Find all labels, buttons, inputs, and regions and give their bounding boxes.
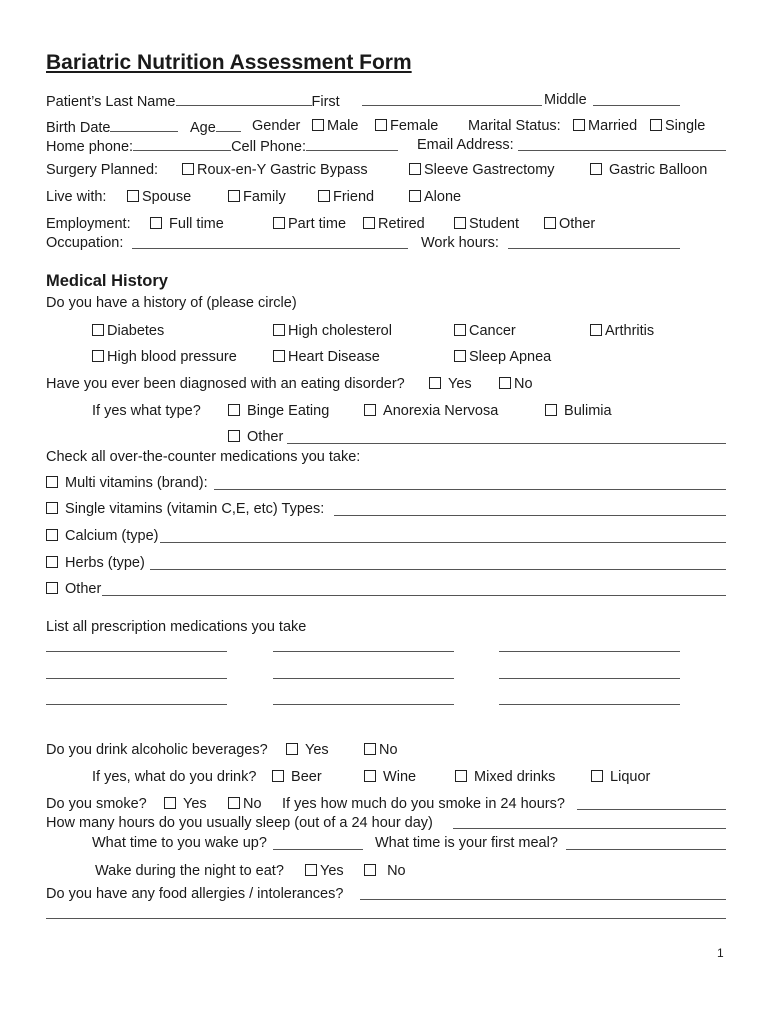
checkbox-icon — [92, 350, 104, 362]
first-meal-label: What time is your first meal? — [375, 835, 558, 851]
age-field[interactable] — [216, 118, 241, 132]
marital-single-checkbox[interactable]: Single — [650, 118, 705, 135]
eating-disorder-yes-checkbox[interactable]: Yes — [429, 376, 472, 393]
checkbox-icon — [164, 797, 176, 809]
checkbox-icon — [573, 119, 585, 131]
checkbox-icon — [46, 556, 58, 568]
middle-name-field[interactable] — [593, 105, 680, 106]
alcohol-question: Do you drink alcoholic beverages? — [46, 742, 268, 758]
alcohol-wine-checkbox[interactable]: Wine — [364, 769, 416, 786]
work-hours-label: Work hours: — [421, 235, 499, 251]
smoke-amount-field[interactable] — [577, 809, 726, 810]
checkbox-icon — [46, 476, 58, 488]
checkbox-icon — [272, 770, 284, 782]
checkbox-icon — [375, 119, 387, 131]
first-name-label: First — [311, 94, 340, 110]
smoke-question: Do you smoke? — [46, 796, 147, 812]
last-name-field[interactable] — [176, 92, 312, 106]
first-name-field[interactable] — [362, 105, 542, 106]
alcohol-liquor-checkbox[interactable]: Liquor — [591, 769, 650, 786]
checkbox-icon — [92, 324, 104, 336]
surgery-balloon-checkbox[interactable]: Gastric Balloon — [590, 162, 707, 179]
checkbox-icon — [364, 743, 376, 755]
alcohol-beer-checkbox[interactable]: Beer — [272, 769, 322, 786]
checkbox-icon — [591, 770, 603, 782]
checkbox-icon — [409, 190, 421, 202]
checkbox-icon — [650, 119, 662, 131]
allergies-question: Do you have any food allergies / intolerances? — [46, 886, 344, 902]
checkbox-icon — [364, 404, 376, 416]
checkbox-icon — [46, 529, 58, 541]
surgery-label: Surgery Planned: — [46, 162, 159, 178]
checkbox-icon — [455, 770, 467, 782]
surgery-roux-checkbox[interactable]: Roux-en-Y Gastric Bypass — [182, 162, 368, 179]
checkbox-icon — [228, 430, 240, 442]
live-family-checkbox[interactable]: Family — [228, 189, 286, 206]
alcohol-type-label: If yes, what do you drink? — [92, 769, 257, 785]
checkbox-icon — [228, 797, 240, 809]
night-eat-no-checkbox[interactable]: No — [364, 863, 406, 880]
cell-phone-label: Cell Phone: — [231, 139, 307, 155]
checkbox-icon — [364, 864, 376, 876]
prescription-line[interactable] — [46, 704, 227, 705]
employment-fulltime-checkbox[interactable]: Full time — [150, 216, 224, 233]
occupation-label: Occupation: — [46, 235, 124, 251]
form-title: Bariatric Nutrition Assessment Form — [46, 51, 412, 74]
checkbox-icon — [305, 864, 317, 876]
email-field[interactable] — [518, 150, 726, 151]
live-spouse-checkbox[interactable]: Spouse — [127, 189, 191, 206]
cell-phone-field[interactable] — [306, 137, 398, 151]
live-alone-checkbox[interactable]: Alone — [409, 189, 461, 206]
live-with-label: Live with: — [46, 189, 107, 205]
prescription-prompt: List all prescription medications you take — [46, 619, 307, 635]
condition-heart-disease-checkbox[interactable]: Heart Disease — [273, 349, 380, 366]
checkbox-icon — [318, 190, 330, 202]
medical-history-prompt: Do you have a history of (please circle) — [46, 295, 297, 311]
allergies-field-line2[interactable] — [46, 918, 726, 919]
checkbox-icon — [273, 217, 285, 229]
checkbox-icon — [363, 217, 375, 229]
eating-disorder-question: Have you ever been diagnosed with an eating disorder? — [46, 376, 405, 392]
marital-married-checkbox[interactable]: Married — [573, 118, 637, 135]
ed-other-checkbox[interactable]: Other — [228, 429, 283, 446]
otc-prompt: Check all over-the-counter medications you take: — [46, 449, 361, 465]
home-phone-field[interactable] — [133, 137, 231, 151]
sleep-hours-field[interactable] — [453, 828, 726, 829]
checkbox-icon — [182, 163, 194, 175]
checkbox-icon — [286, 743, 298, 755]
checkbox-icon — [312, 119, 324, 131]
otc-herbs-field[interactable] — [150, 569, 726, 570]
condition-blood-pressure-checkbox[interactable]: High blood pressure — [92, 349, 237, 366]
checkbox-icon — [46, 582, 58, 594]
surgery-sleeve-checkbox[interactable]: Sleeve Gastrectomy — [409, 162, 555, 179]
employment-other-checkbox[interactable]: Other — [544, 216, 595, 233]
prescription-line[interactable] — [273, 704, 454, 705]
prescription-line[interactable] — [499, 704, 680, 705]
smoke-no-checkbox[interactable]: No — [228, 796, 262, 813]
prescription-line[interactable] — [499, 678, 680, 679]
checkbox-icon — [273, 350, 285, 362]
last-name-label: Patient’s Last Name — [46, 94, 176, 110]
otc-calcium-checkbox[interactable]: Calcium (type) — [46, 528, 159, 545]
condition-diabetes-checkbox[interactable]: Diabetes — [92, 323, 164, 340]
birth-date-label: Birth Date — [46, 120, 111, 136]
email-label: Email Address: — [417, 137, 514, 153]
eating-disorder-no-checkbox[interactable]: No — [499, 376, 533, 393]
middle-name-label: Middle — [544, 92, 587, 108]
gender-male-checkbox[interactable]: Male — [312, 118, 358, 135]
otc-calcium-field[interactable] — [160, 542, 726, 543]
checkbox-icon — [545, 404, 557, 416]
first-meal-field[interactable] — [566, 849, 726, 850]
alcohol-mixed-checkbox[interactable]: Mixed drinks — [455, 769, 555, 786]
medical-history-heading: Medical History — [46, 272, 168, 290]
sleep-hours-label: How many hours do you usually sleep (out of a 24 hour day) — [46, 815, 433, 831]
checkbox-icon — [150, 217, 162, 229]
ed-type-label: If yes what type? — [92, 403, 201, 419]
checkbox-icon — [273, 324, 285, 336]
otc-multivitamin-field[interactable] — [214, 489, 726, 490]
birth-date-row — [46, 118, 178, 137]
checkbox-icon — [228, 404, 240, 416]
checkbox-icon — [544, 217, 556, 229]
home-phone-label: Home phone: — [46, 139, 134, 155]
age-label: Age — [190, 120, 216, 136]
smoke-yes-checkbox[interactable]: Yes — [164, 796, 207, 813]
work-hours-field[interactable] — [508, 248, 680, 249]
prescription-line[interactable] — [46, 651, 227, 652]
condition-cholesterol-checkbox[interactable]: High cholesterol — [273, 323, 392, 340]
condition-cancer-checkbox[interactable]: Cancer — [454, 323, 516, 340]
checkbox-icon — [454, 324, 466, 336]
checkbox-icon — [429, 377, 441, 389]
live-friend-checkbox[interactable]: Friend — [318, 189, 374, 206]
patient-name-row — [46, 92, 340, 111]
checkbox-icon — [409, 163, 421, 175]
condition-arthritis-checkbox[interactable]: Arthritis — [590, 323, 654, 340]
checkbox-icon — [46, 502, 58, 514]
otc-multivitamin-checkbox[interactable]: Multi vitamins (brand): — [46, 475, 208, 492]
otc-herbs-checkbox[interactable]: Herbs (type) — [46, 555, 145, 572]
checkbox-icon — [590, 163, 602, 175]
otc-single-vitamins-field[interactable] — [334, 515, 726, 516]
alcohol-no-checkbox[interactable]: No — [364, 742, 398, 759]
otc-single-vitamins-checkbox[interactable]: Single vitamins (vitamin C,E, etc) Types: — [46, 501, 324, 518]
checkbox-icon — [364, 770, 376, 782]
checkbox-icon — [454, 350, 466, 362]
otc-other-checkbox[interactable]: Other — [46, 581, 101, 598]
employment-label: Employment: — [46, 216, 131, 232]
age-group — [190, 118, 241, 137]
phone-row — [46, 137, 398, 156]
ed-other-field[interactable] — [287, 443, 726, 444]
ed-bulimia-checkbox[interactable]: Bulimia — [545, 403, 612, 420]
employment-student-checkbox[interactable]: Student — [454, 216, 519, 233]
prescription-line[interactable] — [499, 651, 680, 652]
night-eat-yes-checkbox[interactable]: Yes — [305, 863, 344, 880]
employment-parttime-checkbox[interactable]: Part time — [273, 216, 346, 233]
marital-status-label: Marital Status: — [468, 118, 561, 134]
prescription-line[interactable] — [273, 678, 454, 679]
checkbox-icon — [127, 190, 139, 202]
checkbox-icon — [590, 324, 602, 336]
prescription-line[interactable] — [46, 678, 227, 679]
otc-other-field[interactable] — [102, 595, 726, 596]
gender-label: Gender — [252, 118, 301, 134]
wake-time-label: What time to you wake up? — [92, 835, 267, 851]
smoke-amount-label: If yes how much do you smoke in 24 hours? — [282, 796, 565, 812]
employment-retired-checkbox[interactable]: Retired — [363, 216, 425, 233]
birth-date-field[interactable] — [110, 118, 178, 132]
prescription-line[interactable] — [273, 651, 454, 652]
checkbox-icon — [454, 217, 466, 229]
alcohol-yes-checkbox[interactable]: Yes — [286, 742, 329, 759]
occupation-field[interactable] — [132, 248, 408, 249]
gender-female-checkbox[interactable]: Female — [375, 118, 438, 135]
ed-binge-checkbox[interactable]: Binge Eating — [228, 403, 329, 420]
night-eat-label: Wake during the night to eat? — [95, 863, 284, 879]
checkbox-icon — [228, 190, 240, 202]
condition-sleep-apnea-checkbox[interactable]: Sleep Apnea — [454, 349, 551, 366]
ed-anorexia-checkbox[interactable]: Anorexia Nervosa — [364, 403, 498, 420]
page-number: 1 — [717, 946, 724, 960]
wake-time-field[interactable] — [273, 849, 363, 850]
allergies-field[interactable] — [360, 899, 726, 900]
checkbox-icon — [499, 377, 511, 389]
